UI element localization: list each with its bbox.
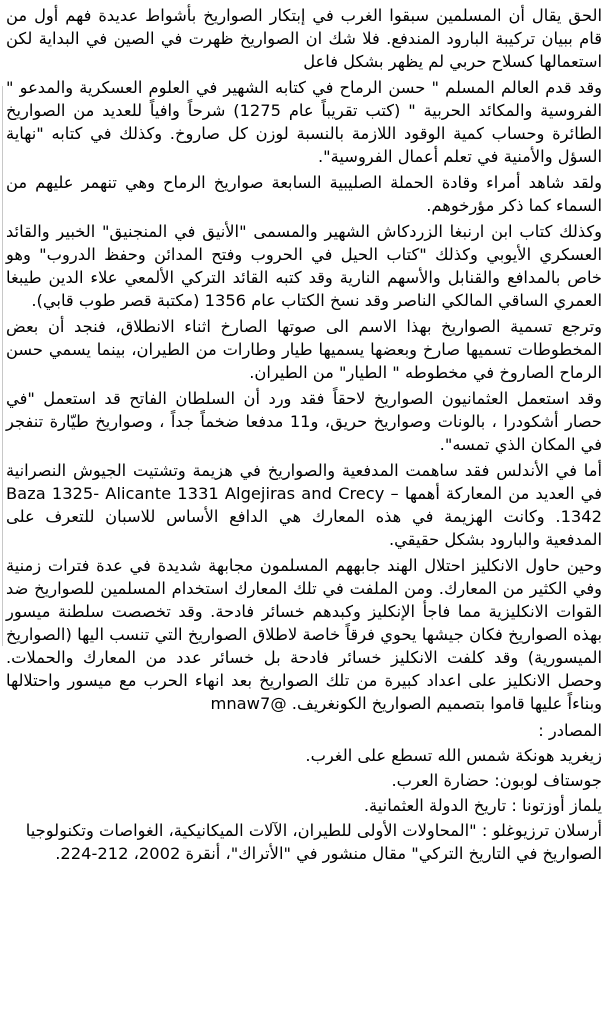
paragraph-6: وقد استعمل العثمانيون الصواريخ لاحقاً فقد ورد أن السلطان الفاتح قد استعمل "في حصار أشكودرا ، بالونات وصواريخ حريق، و11 مدفعا ضخماً جداً ، وصواريخ طيّارة تنفجر في المكان الذي تمسه". [6,389,602,454]
margin-rule [2,86,3,646]
paragraph-1: الحق يقال أن المسلمين سبقوا الغرب في إبتكار الصواريخ بأشواط عديدة فهم أول من قام ببيان تركيبة البارود المندفع. فلا شك ان الصواريخ ظهرت في الصين في البداية لكن استعمالها كسلاح حربي لم يظهر بشكل فاعل [6,6,602,71]
paragraph-2: وقد قدم العالم المسلم " حسن الرماح في كتابه الشهير في العلوم العسكرية والمدعو " الفروسية والمكائد الحربية " (كتب تقريباً عام 1275) شرحاً وافياً للعديد من الصواريخ الطائرة وحساب كمية الوقود اللازمة بالنسبة لوزن كل صاروخ. وكذلك في كتابه "نهاية السؤل والأمنية في تعلم أعمال الفروسية". [6,78,603,166]
source-item-3: يلماز أوزتونا : تاريخ الدولة العثمانية. [363,796,602,815]
paragraph-5: وترجع تسمية الصواريخ بهذا الاسم الى صوتها الصارخ اثناء الانطلاق، فنجد أن بعض المخطوطات تسميها صارخ وبعضها يسميها طيار وطارات من الطيران، بينما يسمي حسن الرماح الصاروخ في مخطوطه " الطيار" من الطيران. [6,317,602,382]
source-item-1: زيغريد هونكة شمس الله تسطع على الغرب. [305,746,602,765]
paragraph-3: ولقد شاهد أمراء وقادة الحملة الصليبية السابعة صواريخ الرماح وهي تنهمر عليهم من السماء كما ذكر مؤرخوهم. [6,173,602,215]
sources-heading: المصادر : [538,721,602,740]
source-item-2: جوستاف لوبون: حضارة العرب. [391,771,602,790]
paragraph-7: أما في الأندلس فقد ساهمت المدفعية والصواريخ في هزيمة وتشتيت الجيوش النصرانية في العديد من المعاركة أهمها – Baza 1325- Alicante 1331 Algejiras and Crecy 1342. وكانت الهزيمة في هذه المعارك هي الدافع الأساس للاسبان للتعرف على المدفعية والبارود بشكل حقيقي. [6,461,602,549]
paragraph-4: وكذلك كتاب ابن ارنبغا الزردكاش الشهير والمسمى "الأنيق في المنجنيق" الخبير والقائد العسكري الأيوبي وكذلك "كتاب الحيل في الحروب وفتح المدائن وحفظ الدروب" وهو خاص بالمدافع والقنابل والأسهم النارية وقد كتبه القائد التركي الألمعي علاء الدين طيبغا العمري الساقي المالكي الناصر وقد نسخ الكتاب عام 1356 (مكتبة قصر طوب قابي). [6,222,602,310]
paragraph-8: وحين حاول الانكليز احتلال الهند جابههم المسلمون مجابهة شديدة في عدة فترات زمنية وفي الكثير من المعارك. ومن الملفت في تلك المعارك استخدام المسلمين للصواريخ ضد القوات الانكليزية مما فاجأ الإنكليز وكبدهم خسائر فادحة. وقد تخصصت سلطنة ميسور بهذه الصواريخ فكان جيشها يحوي فرقاً خاصة لاطلاق الصواريخ التي تنسب اليها (الصواريخ الميسورية) وقد كلفت الانكليز خسائر فادحة بل خسائر عدد من المعارك والحملات. وحصل الانكليز على اعداد كبيرة من تلك الصواريخ بعد انهاء الحرب مع ميسور واحتلالها وبناءاً عليها قاموا بتصميم الصواريخ الكونغريف. @mnaw7 [6,556,602,713]
source-item-4: أرسلان ترزيوغلو : "المحاولات الأولى للطيران، الآلات الميكانيكية، الغواصات وتكنولوجيا الصواريخ في التاريخ التركي" مقال منشور في "الأتراك"، أنقرة 2002، 212-224. [25,821,602,863]
